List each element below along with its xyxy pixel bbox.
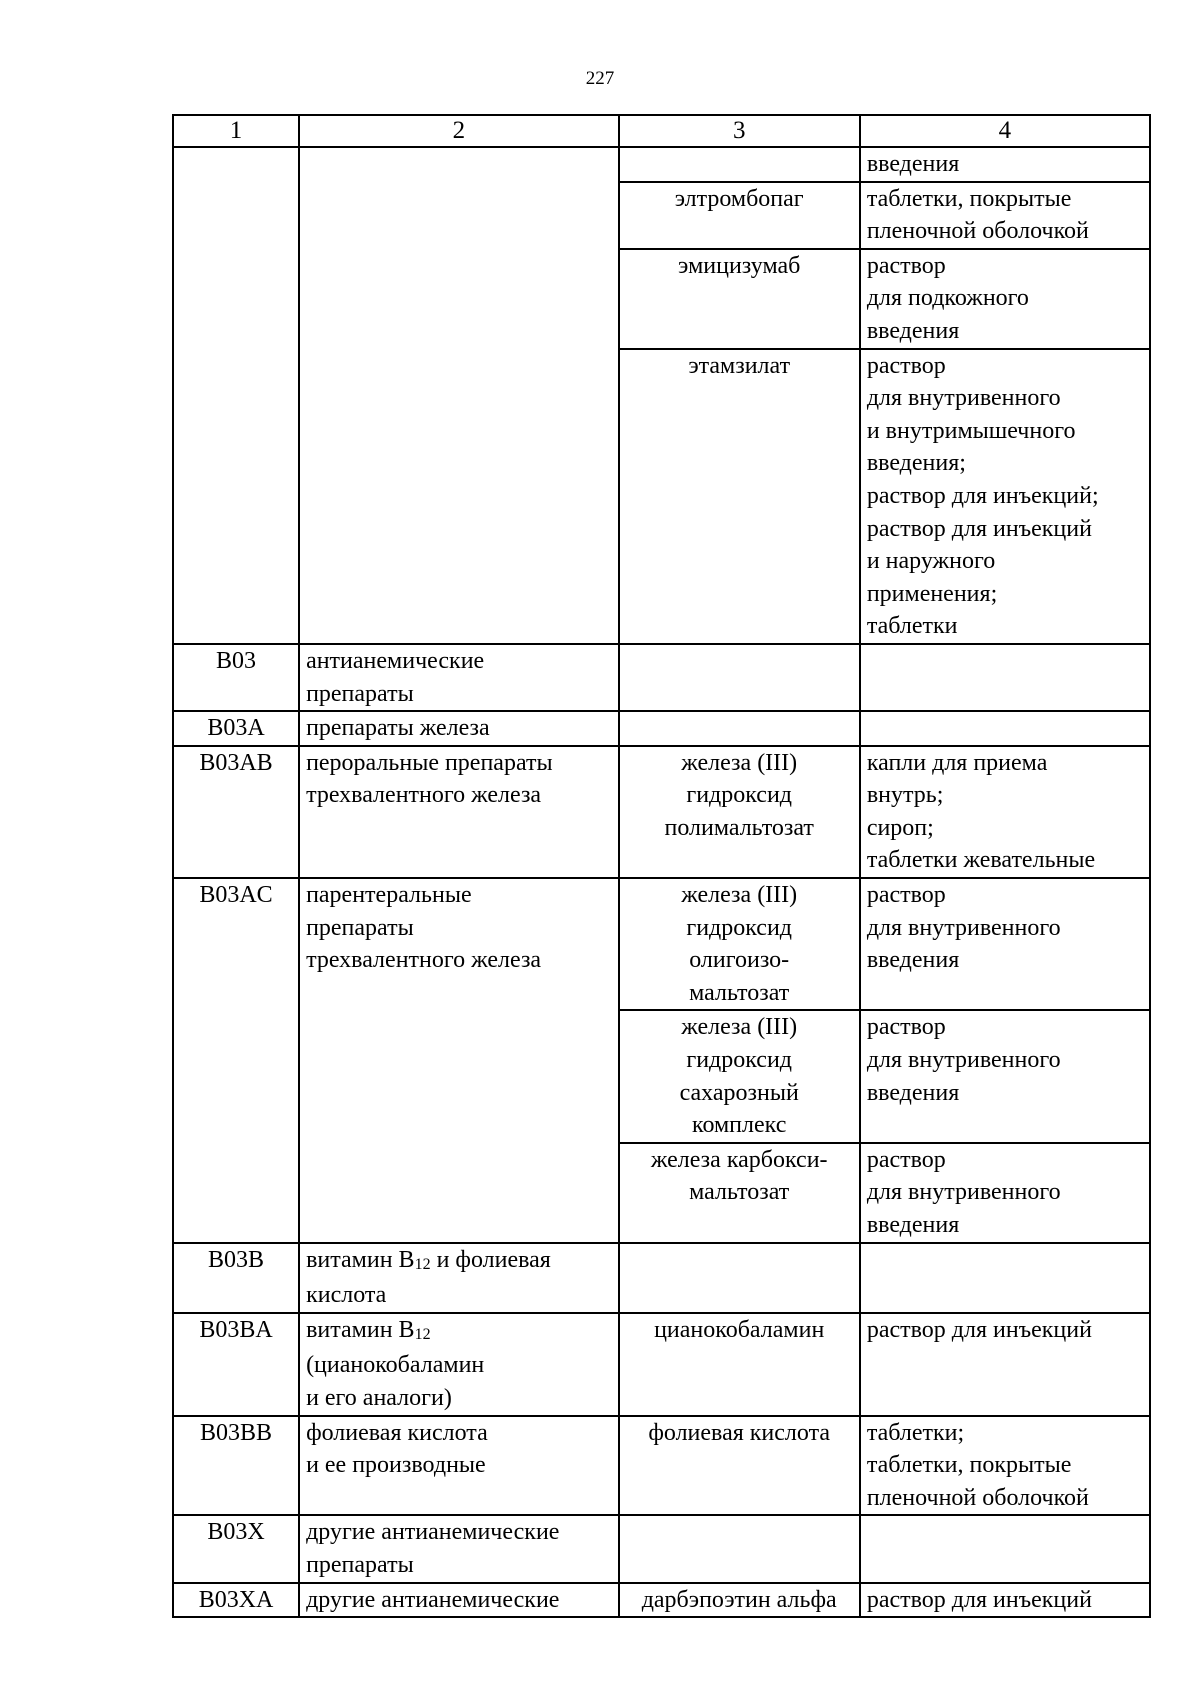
dosage-form-cell: введения (860, 147, 1150, 182)
drug-name-cell: цианокобаламин (619, 1313, 860, 1416)
column-header: 2 (299, 115, 619, 147)
column-header: 1 (173, 115, 299, 147)
dosage-form-cell: раствор для инъекций (860, 1313, 1150, 1416)
drug-name-cell: железа карбокси- мальтозат (619, 1143, 860, 1243)
atc-code-cell (173, 147, 299, 644)
table-header-row (173, 115, 1150, 147)
atc-code-cell: B03BB (173, 1416, 299, 1516)
subscript: 12 (414, 1255, 431, 1273)
atc-group-cell (299, 1243, 619, 1313)
atc-code-cell: B03AB (173, 746, 299, 878)
dosage-form-cell: раствор для инъекций (860, 1583, 1150, 1618)
drug-name-cell: железа (III) гидроксид полимальтозат (619, 746, 860, 878)
text-part: витамин B (306, 1246, 415, 1273)
column-header: 3 (619, 115, 860, 147)
column-header: 4 (860, 115, 1150, 147)
atc-group-cell: препараты железа (299, 711, 619, 746)
atc-code-cell: B03AC (173, 878, 299, 1243)
table-row (173, 1313, 1150, 1416)
text-part: и фолиевая кислота (306, 1246, 551, 1309)
table-row (173, 1515, 1150, 1582)
table-row (173, 878, 1150, 1010)
table-row (173, 644, 1150, 711)
atc-code-cell: B03XA (173, 1583, 299, 1618)
atc-group-cell: антианемические препараты (299, 644, 619, 711)
drug-name-cell (619, 147, 860, 182)
atc-group-cell: другие антианемические препараты (299, 1515, 619, 1582)
drug-name-cell (619, 1243, 860, 1313)
atc-group-cell (299, 147, 619, 644)
atc-group-cell (299, 1313, 619, 1416)
dosage-form-cell (860, 1243, 1150, 1313)
drug-name-cell (619, 644, 860, 711)
dosage-form-cell (860, 644, 1150, 711)
atc-code-cell: B03X (173, 1515, 299, 1582)
dosage-form-cell (860, 1515, 1150, 1582)
dosage-form-cell (860, 711, 1150, 746)
table-row (173, 147, 1150, 182)
table-row (173, 746, 1150, 878)
drug-name-cell (619, 711, 860, 746)
atc-group-cell: пероральные препараты трехвалентного железа (299, 746, 619, 878)
drug-name-cell (619, 1515, 860, 1582)
atc-group-cell: фолиевая кислота и ее производные (299, 1416, 619, 1516)
text-part: витамин B (306, 1316, 415, 1343)
subscript: 12 (414, 1325, 431, 1343)
page-number: 227 (585, 68, 615, 89)
table-row (173, 1243, 1150, 1313)
table-row (173, 1416, 1150, 1516)
drug-name-cell: железа (III) гидроксид олигоизо- мальтозат (619, 878, 860, 1010)
table-row (173, 1583, 1150, 1618)
dosage-form-cell: раствор для подкожного введения (860, 249, 1150, 349)
atc-code-cell: B03 (173, 644, 299, 711)
drug-table (172, 114, 1151, 1618)
atc-code-cell: B03B (173, 1243, 299, 1313)
drug-name-cell: эмицизумаб (619, 249, 860, 349)
atc-group-cell: другие антианемические (299, 1583, 619, 1618)
atc-code-cell: B03A (173, 711, 299, 746)
atc-group-cell: парентеральные препараты трехвалентного железа (299, 878, 619, 1243)
drug-name-cell: дарбэпоэтин альфа (619, 1583, 860, 1618)
table-row (173, 711, 1150, 746)
dosage-form-cell: раствор для внутривенного введения (860, 1010, 1150, 1142)
dosage-form-cell: раствор для внутривенного введения (860, 878, 1150, 1010)
dosage-form-cell: раствор для внутривенного введения (860, 1143, 1150, 1243)
dosage-form-cell: капли для приема внутрь; сироп; таблетки жевательные (860, 746, 1150, 878)
drug-name-cell: элтромбопаг (619, 182, 860, 249)
dosage-form-cell: таблетки, покрытые пленочной оболочкой (860, 182, 1150, 249)
dosage-form-cell: раствор для внутривенного и внутримышечного введения; раствор для инъекций; раствор для инъекций и наружного применения; таблетки (860, 349, 1150, 644)
text-part: (цианокобаламин и его аналоги) (306, 1352, 485, 1411)
dosage-form-cell: таблетки; таблетки, покрытые пленочной оболочкой (860, 1416, 1150, 1516)
drug-name-cell: железа (III) гидроксид сахарозный комплекс (619, 1010, 860, 1142)
drug-name-cell: фолиевая кислота (619, 1416, 860, 1516)
atc-code-cell: B03BA (173, 1313, 299, 1416)
drug-name-cell: этамзилат (619, 349, 860, 644)
